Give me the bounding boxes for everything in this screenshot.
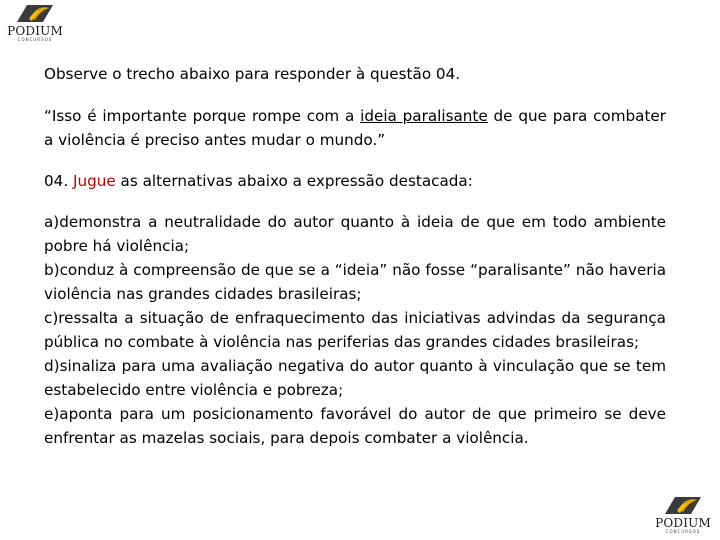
alternative-b: b)conduz à compreensão de que se a “ideia” não fosse “paralisante” não haveria violência nas grandes cidades brasileiras;	[44, 261, 666, 303]
logo-name: PODIUM	[7, 24, 63, 38]
podium-logo-bottom	[654, 494, 712, 534]
podium-emblem-icon	[661, 494, 705, 516]
alternatives-list	[44, 210, 666, 450]
intro-text: Observe o trecho abaixo para responder à questão 04.	[44, 65, 461, 83]
question-verb: Jugue	[72, 172, 116, 190]
alternative-a: a)demonstra a neutralidade do autor quanto à ideia de que em todo ambiente pobre há violência;	[44, 213, 666, 255]
podium-logo-top	[6, 2, 64, 42]
logo-name: PODIUM	[655, 516, 711, 530]
question-statement	[44, 169, 666, 193]
alternative-c: c)ressalta a situação de enfraquecimento das iniciativas advindas da segurança pública no combate à violência nas periferias das grandes cidades brasileiras;	[44, 309, 666, 351]
quote-before: “Isso é importante porque rompe com a	[44, 107, 361, 125]
alternative-e: e)aponta para um posicionamento favorável do autor de que primeiro se deve enfrentar as mazelas sociais, para depois combater a violência.	[44, 405, 666, 447]
quote-after: de que para combater a violência é preciso antes mudar o mundo.”	[44, 107, 666, 149]
podium-emblem-icon	[13, 2, 57, 24]
quoted-excerpt	[44, 104, 666, 152]
highlighted-expression: ideia paralisante	[360, 107, 488, 125]
alternative-d: d)sinaliza para uma avaliação negativa do autor quanto à vinculação que se tem estabelecido entre violência e pobreza;	[44, 357, 666, 399]
question-rest: as alternativas abaixo a expressão destacada:	[115, 172, 473, 190]
logo-subtitle: CONCURSOS	[17, 37, 53, 42]
question-content	[44, 62, 666, 450]
question-number: 04.	[44, 172, 73, 190]
logo-subtitle: CONCURSOS	[665, 529, 701, 534]
